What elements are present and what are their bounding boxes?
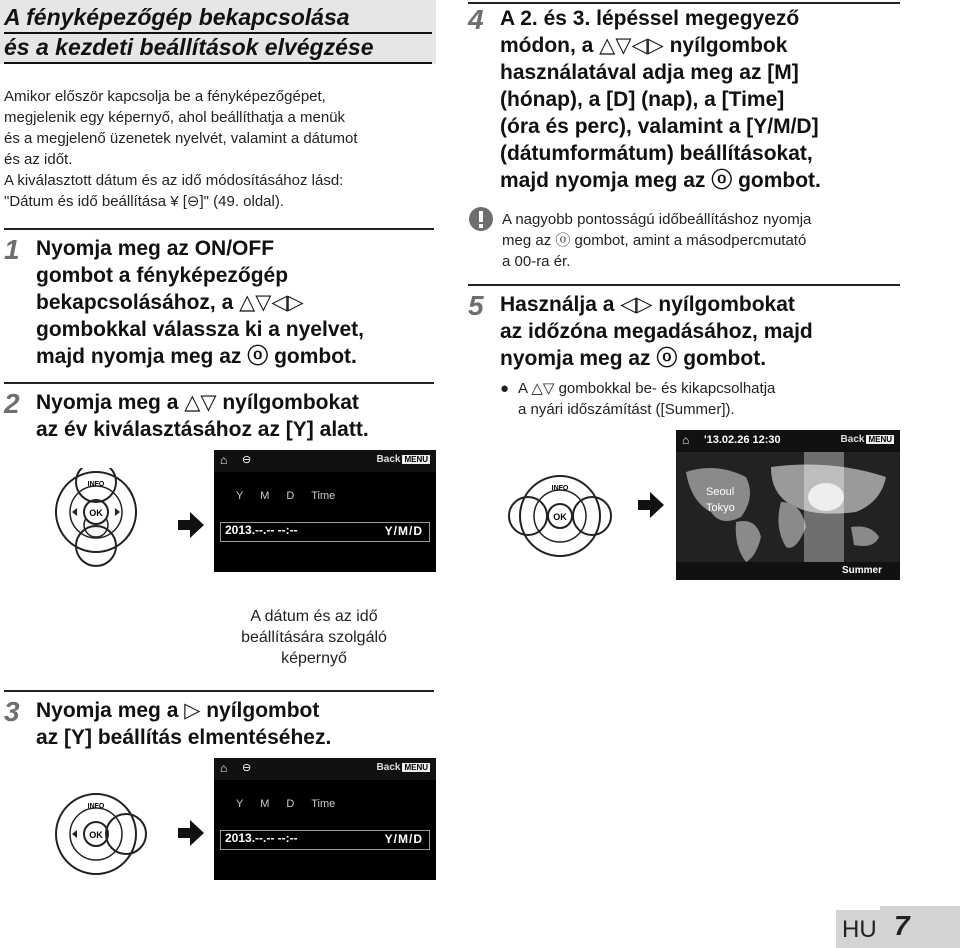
back-label: Back [376,762,401,773]
date-screen-1 [214,450,436,572]
step-line: (óra és perc), valamint a [Y/M/D] [500,115,819,138]
bullet-line: a nyári időszámítást ([Summer]). [518,401,735,418]
back-label: Back [840,434,865,445]
step3-rule [4,690,434,692]
note-line: A nagyobb pontosságú időbeállításhoz nyomja [502,211,812,228]
caution-icon [468,206,494,232]
clock-icon: ⊖ [242,762,252,774]
caption-line: beállítására szolgáló [241,629,387,646]
control-dial-diagram [52,468,162,578]
step-line: gombokkal válassza ki a nyelvet, [36,318,365,341]
date-format: Y/M/D [384,832,423,846]
date-field-labels: Y M D Time [236,798,336,810]
caution-note [502,209,902,272]
step-line: Nyomja meg a ▷ nyílgombot [36,699,320,722]
step-line: Nyomja meg az ON/OFF [36,237,275,260]
step1-rule [4,228,434,230]
bullet-text [518,378,898,420]
step-line: használatával adja meg az [M] [500,61,799,84]
screen-topbar [214,758,436,780]
step5-rule [468,284,900,286]
map-statusbar [676,562,900,580]
step-line: majd nyomja meg az ⓞ gombot. [36,345,357,368]
dial-info-label: INFO [551,485,569,492]
note-line: meg az ⓞ gombot, amint a másodpercmutató [502,232,807,249]
page-title-line2: és a kezdeti beállítások elvégzése [4,34,432,64]
home-icon: ⌂ [682,433,690,447]
date-field-labels: Y M D Time [236,490,336,502]
step-line: majd nyomja meg az ⓞ gombot. [500,169,821,192]
screen-topbar [214,450,436,472]
step1-text [36,235,436,370]
footer-page-box [880,906,960,948]
step-line: gombot a fényképezőgép [36,264,289,287]
screen-topbar [676,430,900,452]
dial-ok-label: OK [553,512,567,522]
home-icon: ⌂ [220,453,228,467]
intro-line: "Dátum és idő beállítása ¥ [⊖]" (49. oldal). [4,193,285,210]
map-city-seoul: Seoul [706,486,735,498]
map-city-tokyo: Tokyo [706,502,735,514]
timezone-map-screen [676,430,900,580]
step5-number: 5 [468,290,484,321]
caption-line: képernyő [281,650,347,667]
step3-text [36,697,436,751]
page-number: 7 [894,910,910,941]
step-line: az év kiválasztásához az [Y] alatt. [36,418,369,441]
intro-line: Amikor először kapcsolja be a fényképezőgépet, [4,88,326,105]
control-dial-diagram [506,472,616,562]
arrow-right-icon [176,510,206,540]
menu-tag: MENU [404,763,428,772]
screen-caption [214,606,414,669]
bullet-line: A △▽ gombokkal be- és kikapcsolhatja [518,380,776,397]
dial-info-label: INFO [87,481,105,488]
note-line: a 00-ra ér. [502,253,571,270]
caption-line: A dátum és az idő [250,608,378,625]
step-line: bekapcsolásához, a △▽◁▷ [36,291,304,314]
step5-text [500,291,920,372]
bullet-mark: ● [500,380,510,397]
step3-number: 3 [4,696,20,727]
intro-line: és az időt. [4,151,73,168]
step2-number: 2 [4,388,20,419]
intro-line: A kiválasztott dátum és az idő módosításához lásd: [4,172,344,189]
date-screen-2 [214,758,436,880]
date-value: 2013.--.-- --:-- [225,831,298,845]
step-line: módon, a △▽◁▷ nyílgombok [500,34,788,57]
step4-rule [468,2,900,4]
intro-line: megjelenik egy képernyő, ahol beállíthatja a menük [4,109,346,126]
step-line: (dátumformátum) beállításokat, [500,142,813,165]
footer-lang: HU [842,916,877,943]
menu-tag: MENU [868,435,892,444]
menu-tag: MENU [404,455,428,464]
date-field-row [220,522,430,542]
step4-text [500,5,920,194]
step-line: nyomja meg az ⓞ gombot. [500,347,767,370]
dial-ok-label: OK [89,830,103,840]
dial-info-label: INFO [87,803,105,810]
clock-icon: ⊖ [242,454,252,466]
arrow-right-icon [176,818,206,848]
summer-label: Summer [841,565,882,576]
dial-ok-label: OK [89,508,103,518]
step-line: az [Y] beállítás elmentéséhez. [36,726,332,749]
arrow-right-icon [636,490,666,520]
control-dial-diagram [52,790,162,880]
page-title-line1: A fényképezőgép bekapcsolása [4,4,432,34]
date-field-row [220,830,430,850]
step1-number: 1 [4,234,20,265]
step-line: Használja a ◁▷ nyílgombokat [500,293,795,316]
date-format: Y/M/D [384,524,423,538]
step-line: (hónap), a [D] (nap), a [Time] [500,88,785,111]
step-line: az időzóna megadásához, majd [500,320,813,343]
map-datetime: '13.02.26 12:30 [704,434,781,446]
step2-rule [4,382,434,384]
step-line: Nyomja meg a △▽ nyílgombokat [36,391,359,414]
home-icon: ⌂ [220,761,228,775]
step4-number: 4 [468,4,484,35]
back-label: Back [376,454,401,465]
date-value: 2013.--.-- --:-- [225,523,298,537]
intro-line: és a megjelenő üzenetek nyelvét, valamint a dátumot [4,130,358,147]
step2-text [36,389,436,443]
step-line: A 2. és 3. lépéssel megegyező [500,7,800,30]
intro-text [4,86,434,212]
